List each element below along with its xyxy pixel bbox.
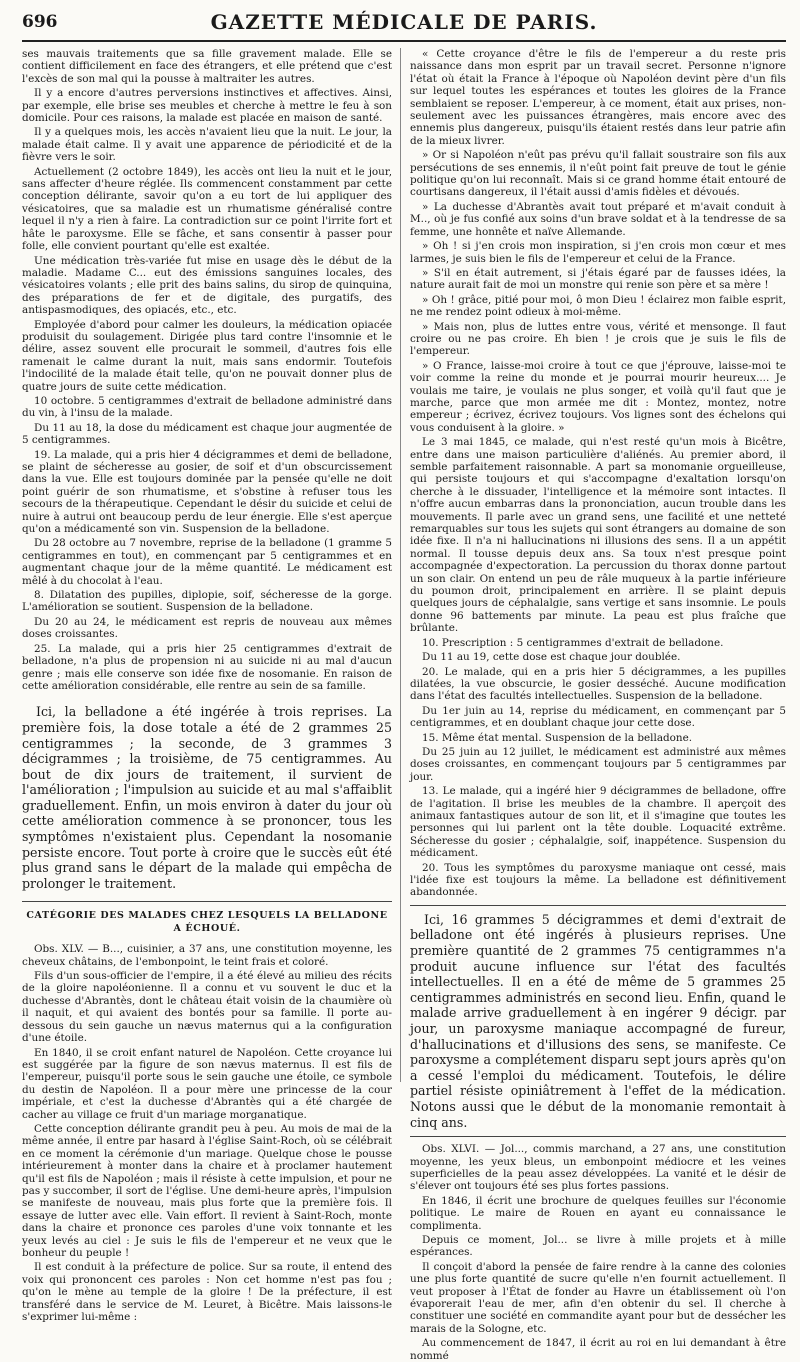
observation-paragraph: Cette conception délirante grandit peu à peu. Au mois de mai de la même année, il entre par hasard à l'église Saint-Roch, où se célébrait en ce moment la cérémonie d'un mariage. Quelque chose le pousse intérieurement à monter dans la chaire et à proclamer hautement qu'il est fils de Napoléon ; mais il résiste à cette impulsion, et pour ne pas y succomber, il sort de l'église. Une demi-heure après, l'impulsion se manifeste de nouveau, mais plus forte que la première fois. Il essaye de lutter avec elle. Vain effort. Il revient à Saint-Roch, monte dans la chaire et prononce ces paroles d'une voix tonnante et les yeux levés au ciel : Je suis le fils de l'empereur et ne veux que le bonheur du peuple !: [22, 1122, 392, 1259]
section-rule: [410, 1136, 786, 1137]
paragraph: 20. Tous les symptômes du paroxysme maniaque ont cessé, mais l'idée fixe est toujours la même. La belladone est définitivement abandonnée.: [410, 861, 786, 899]
observation-paragraph: En 1846, il écrit une brochure de quelques feuilles sur l'économie politique. Le maire de Rouen en ayant eu connaissance le complimenta.: [410, 1194, 786, 1232]
summary-paragraph: Ici, la belladone a été ingérée à trois reprises. La première fois, la dose totale a été de 2 grammes 25 centigrammes ; la seconde, de 3 grammes 3 décigrammes ; la troisième, de 75 centigrammes. Au bout de dix jours de traitement, il survient de l'amélioration ; l'impulsion au suicide et au mal s'affaiblit graduellement. Enfin, un mois environ à dater du jour où cette amélioration commence à se prononcer, tous les symptômes n'existaient plus. Cependant la nosomanie persiste encore. Tout porte à croire que le succès eût été plus grand sans le départ de la malade qui empêcha de prolonger le traitement.: [22, 704, 392, 891]
left-column: [22, 48, 392, 1324]
paragraph: Du 28 octobre au 7 novembre, reprise de la belladone (1 gramme 5 centigrammes en tout), en commençant par 5 centigrammes et en augmentant chaque jour de la même quantité. Le médicament est mêlé à du chocolat à l'eau.: [22, 537, 392, 587]
observation-paragraph: Fils d'un sous-officier de l'empire, il a été élevé au milieu des récits de la gloire napoléonienne. Il a connu et vu souvent le duc et la duchesse d'Abrantès, dont le château était voisin de la chaumière où il naquit, et qui avaient des bontés pour sa famille. Il porte au-dessous du sein gauche un nævus maternus qui a la configuration d'une étoile.: [22, 970, 392, 1045]
quote-paragraph: » Oh ! si j'en crois mon inspiration, si j'en crois mon cœur et mes larmes, je suis bien le fils de l'empereur et celui de la France.: [410, 240, 786, 265]
right-column: [410, 48, 786, 1362]
paragraph: Du 25 juin au 12 juillet, le médicament est administré aux mêmes doses croissantes, en commençant toujours par 5 centigrammes par jour.: [410, 745, 786, 783]
observation-paragraph: Au commencement de 1847, il écrit au roi en lui demandant à être nommé: [410, 1337, 786, 1362]
paragraph: 20. Le malade, qui en a pris hier 5 décigrammes, a les pupilles dilatées, la vue obscurcie, le gosier desséché. Aucune modification dans l'état des facultés intellectuelles. Suspension de la belladone.: [410, 665, 786, 703]
paragraph: 15. Même état mental. Suspension de la belladone.: [422, 731, 693, 744]
quote-paragraph: « Cette croyance d'être le fils de l'empereur a du reste pris naissance dans mon esprit par un travail secret. Personne n'ignore l'état où était la France à l'époque où Napoléon devint père d'un fils sur lequel toutes les espérances et toutes les gloires de la France semblaient se reposer. L'empereur, à ce moment, était aux prises, non-seulement avec les puissances étrangères, mais encore avec des ennemis plus dangereux, puisqu'ils étaient restés dans leur patrie afin de la mieux livrer.: [410, 48, 786, 147]
page-title: GAZETTE MÉDICALE DE PARIS.: [210, 10, 598, 34]
observation-paragraph: Il est conduit à la préfecture de police. Sur sa route, il entend des voix qui prononcent ces paroles : Non cet homme n'est pas fou ; qu'on le mène au temple de la gloire ! De la préfecture, il est transféré dans le service de M. Leuret, à Bicêtre. Mais laissons-le s'exprimer lui-même :: [22, 1261, 392, 1324]
paragraph: Actuellement (2 octobre 1849), les accès ont lieu la nuit et le jour, sans affecter d'heure réglée. Ils commencent constamment par cette conception délirante, savoir qu'on a eu tort de lui appliquer des vésicatoires, que sa maladie est un rhumatisme généralisé contre lequel il n'y a rien à faire. La contradiction sur ce point l'irrite fort et hâte le paroxysme. Elle se fâche, et sans consentir à passer pour folle, elle convient pourtant qu'elle est exaltée.: [22, 165, 392, 253]
paragraph: 19. La malade, qui a pris hier 4 décigrammes et demi de belladone, se plaint de sécheresse au gosier, de soif et d'un obscurcissement dans la vue. Elle est toujours dominée par la pensée qu'elle ne doit point guérir de son rhumatisme, et s'obstine à refuser tous les secours de la thérapeutique. Cependant le désir du suicide et celui de nuire à autrui ont beaucoup perdu de leur énergie. Elle s'est aperçue qu'on a médicamenté son vin. Suspension de la belladone.: [22, 448, 392, 536]
quote-paragraph: » La duchesse d'Abrantès avait tout préparé et m'avait conduit à M.., où je fus confié aux soins d'un brave soldat et à la tendresse de sa femme, une honnête et naïve Allemande.: [410, 200, 786, 238]
paragraph: Du 11 au 19, cette dose est chaque jour doublée.: [422, 651, 681, 664]
quote-paragraph: » S'il en était autrement, si j'étais égaré par de fausses idées, la nature aurait fait de moi un monstre qui renie son père et sa mère !: [410, 266, 786, 292]
paragraph: ses mauvais traitements que sa fille gravement malade. Elle se contient difficilement en face des étrangers, et elle prétend que c'est l'excès de son mal qui la pousse à maltraiter les autres.: [22, 48, 392, 85]
paragraph: Le 3 mai 1845, ce malade, qui n'est resté qu'un mois à Bicêtre, entre dans une maison particulière d'aliénés. Au premier abord, il semble parfaitement raisonnable. A part sa monomanie orgueilleuse, qui persiste toujours et qui s'accompagne d'exaltation lorsqu'on cherche à le dissuader, l'intelligence et la mémoire sont intactes. Il n'offre aucun embarras dans la prononciation, aucun trouble dans les mouvements. Il parle avec un grand sens, une facilité et une netteté remarquables sur tous les sujets qui sont étrangers au domaine de son idée fixe. Il n'a ni hallucinations ni illusions des sens. Il a un appétit normal. Il tousse depuis deux ans. Sa toux n'est presque point accompagnée d'expectoration. La percussion du thorax donne partout un son clair. On entend un peu de râle muqueux à la partie inférieure du poumon droit, principalement en arrière. Il se plaint depuis quelques jours de céphalalgie, sans vertige et sans insomnie. Le pouls donne 96 battements par minute. La peau est plus fraîche que brûlante.: [410, 436, 786, 635]
observation-paragraph: Il conçoit d'abord la pensée de faire rendre à la canne des colonies une plus forte quantité de sucre qu'elle n'en fournit actuellement. Il veut proposer à l'État de fonder au Havre un établissement où l'on évaporerait l'eau de mer, afin d'en obtenir du sel. Il cherche à constituer une société en commandite ayant pour but de dessécher les marais de la Sologne, etc.: [410, 1260, 786, 1335]
observation-paragraph: Obs. XLVI. — Jol..., commis marchand, a 27 ans, une constitution moyenne, les yeux bleus, un embonpoint médiocre et les veines superficielles de la peau assez développées. La vanité et le désir de s'élever ont toujours été ses plus fortes passions.: [410, 1143, 786, 1193]
quote-paragraph: » Mais non, plus de luttes entre vous, vérité et mensonge. Il faut croire ou ne pas croire. Eh bien ! je crois que je suis le fils de l'empereur.: [410, 320, 786, 358]
paragraph: Une médication très-variée fut mise en usage dès le début de la maladie. Madame C... eut des émissions sanguines locales, des vésicatoires volants ; elle prit des bains salins, du sirop de quinquina, des préparations de fer et de digitale, des purgatifs, des antispasmodiques, des opiacés, etc., etc.: [22, 254, 392, 317]
paragraph: 13. Le malade, qui a ingéré hier 9 décigrammes de belladone, offre de l'agitation. Il brise les meubles de la chambre. Il aperçoit des animaux fantastiques autour de son lit, et il s'imagine que toutes les personnes qui lui parlent ont la tête double. Loquacité extrême. Sécheresse du gosier ; céphalalgie, soif, inappétence. Suspension du médicament.: [410, 785, 786, 860]
quote-paragraph: » Oh ! grâce, pitié pour moi, ô mon Dieu ! éclairez mon faible esprit, ne me rendez point odieux à moi-même.: [410, 293, 786, 319]
paragraph: Du 1er juin au 14, reprise du médicament, en commençant par 5 centigrammes, et en doublant chaque jour cette dose.: [410, 704, 786, 730]
paragraph: Du 20 au 24, le médicament est repris de nouveau aux mêmes doses croissantes.: [22, 615, 392, 641]
paragraph: 10 octobre. 5 centigrammes d'extrait de belladone administré dans du vin, à l'insu de la malade.: [22, 394, 392, 420]
paragraph: Il y a quelques mois, les accès n'avaient lieu que la nuit. Le jour, la malade était calme. Il y avait une apparence de périodicité et de la fièvre vers le soir.: [22, 126, 392, 164]
paragraph: 10. Prescription : 5 centigrammes d'extrait de belladone.: [422, 636, 724, 649]
paragraph: 25. La malade, qui a pris hier 25 centigrammes d'extrait de belladone, n'a plus de propension ni au suicide ni au mal d'aucun genre ; mais elle conserve son idée fixe de nosomanie. En raison de cette amélioration considérable, elle rentre au sein de sa famille.: [22, 642, 392, 692]
section-title: CATÉGORIE DES MALADES CHEZ LESQUELS LA BELLADONE A ÉCHOUÉ.: [22, 901, 392, 935]
column-divider: [400, 48, 401, 1082]
summary-paragraph: Ici, 16 grammes 5 décigrammes et demi d'extrait de belladone ont été ingérés à plusieurs reprises. Une première quantité de 2 grammes 75 centigrammes n'a produit aucune influence sur l'état des facultés intellectuelles. Il en a été de même de 5 grammes 25 centigrammes administrés en second lieu. Enfin, quand le malade arrive graduellement à en ingérer 9 décigr. par jour, un paroxysme maniaque accompagné de fureur, d'hallucinations et d'illusions des sens, se manifeste. Ce paroxysme a complétement disparu sept jours après qu'on a cessé l'emploi du médicament. Toutefois, le délire partiel résiste opiniâtrement à l'effet de la médication. Notons aussi que le début de la monomanie remontait à cinq ans.: [410, 905, 786, 1130]
paragraph: Employée d'abord pour calmer les douleurs, la médication opiacée produisit du soulagement. Dirigée plus tard contre l'insomnie et le délire, assez souvent elle procurait le sommeil, d'autres fois elle ramenait le calme durant la nuit, mais sans endormir. Toutefois l'indocilité de la malade était telle, qu'on ne pouvait donner plus de quatre jours de suite cette médication.: [22, 318, 392, 393]
page-header: [22, 6, 786, 42]
paragraph: Du 11 au 18, la dose du médicament est chaque jour augmentée de 5 centigrammes.: [22, 421, 392, 447]
observation-paragraph: En 1840, il se croit enfant naturel de Napoléon. Cette croyance lui est suggérée par la figure de son nævus maternus. Il est fils de l'empereur, puisqu'il porte sous le sein gauche une étoile, ce symbole du destin de Napoléon. Il a pour mère une princesse de la cour impériale, et c'est la duchesse d'Abrantès qui a été chargée de cacher au village ce fruit d'un mariage morganatique.: [22, 1046, 392, 1121]
quote-paragraph: » O France, laisse-moi croire à tout ce que j'éprouve, laisse-moi te voir comme la reine du monde et je pourrai mourir heureux.... Je voulais me taire, je voulais ne plus songer, et voilà qu'il faut que je marche, parce que mon armée me dit : Montez, montez, notre empereur ; écrivez, écrivez toujours. Vos lignes sont des échelons qui vous conduisent à la gloire. »: [410, 359, 786, 434]
observation-paragraph: Depuis ce moment, Jol... se livre à mille projets et à mille espérances.: [410, 1233, 786, 1259]
observation-paragraph: Obs. XLV. — B..., cuisinier, a 37 ans, une constitution moyenne, les cheveux châtains, de l'embonpoint, le teint frais et coloré.: [22, 943, 392, 968]
quote-paragraph: » Or si Napoléon n'eût pas prévu qu'il fallait soustraire son fils aux persécutions de ses ennemis, il n'eût point fait preuve de tout le génie politique qu'on lui reconnaît. Mais si ce grand homme était entouré de courtisans dangereux, il l'était aussi d'amis fidèles et dévoués.: [410, 149, 786, 199]
paragraph: 8. Dilatation des pupilles, diplopie, soif, sécheresse de la gorge. L'amélioration se soutient. Suspension de la belladone.: [22, 589, 392, 614]
page-number: 696: [22, 12, 58, 32]
paragraph: Il y a encore d'autres perversions instinctives et affectives. Ainsi, par exemple, elle brise ses meubles et cherche à mettre le feu à son domicile. Pour ces raisons, la malade est placée en maison de santé.: [22, 87, 392, 125]
